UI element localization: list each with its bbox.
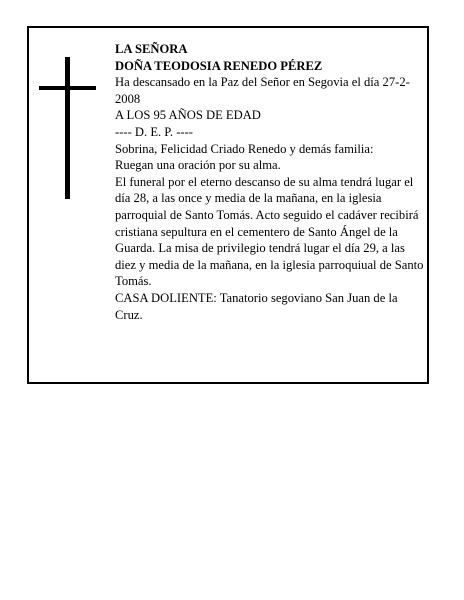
cross-vertical-bar xyxy=(65,57,70,199)
funeral-details: El funeral por el eterno descanso de su alma tendrá lugar el día 28, a las once y media de la mañana, en la iglesia parroquial de Santo Tomás. Acto seguido el cadáver recibirá cristiana sepultura en el cementero de Santo Ángel de la Guarda. La misa de privilegio tendrá lugar el día 29, a las diez y media de la mañana, en la iglesia parroquiual de Santo Tomás. xyxy=(115,174,424,289)
notice-title: LA SEÑORA xyxy=(115,42,188,56)
prayer-request: Ruegan una oración por su alma. xyxy=(115,158,281,173)
cross-horizontal-bar xyxy=(39,86,96,90)
deceased-name: DOÑA TEODOSIA RENEDO PÉREZ xyxy=(115,58,323,73)
obituary-notice xyxy=(27,26,429,384)
rest-in-peace-line: ---- D. E. P. ---- xyxy=(115,124,193,139)
death-announcement: Ha descansado en la Paz del Señor en Segovia el día 27-2-2008 xyxy=(115,75,410,106)
notice-text-block xyxy=(115,41,425,323)
funeral-home-line: CASA DOLIENTE: Tanatorio segoviano San Juan de la Cruz. xyxy=(115,290,398,322)
age-line: A LOS 95 AÑOS DE EDAD xyxy=(115,108,261,123)
family-line: Sobrina, Felicidad Criado Renedo y demás familia: xyxy=(115,141,374,156)
